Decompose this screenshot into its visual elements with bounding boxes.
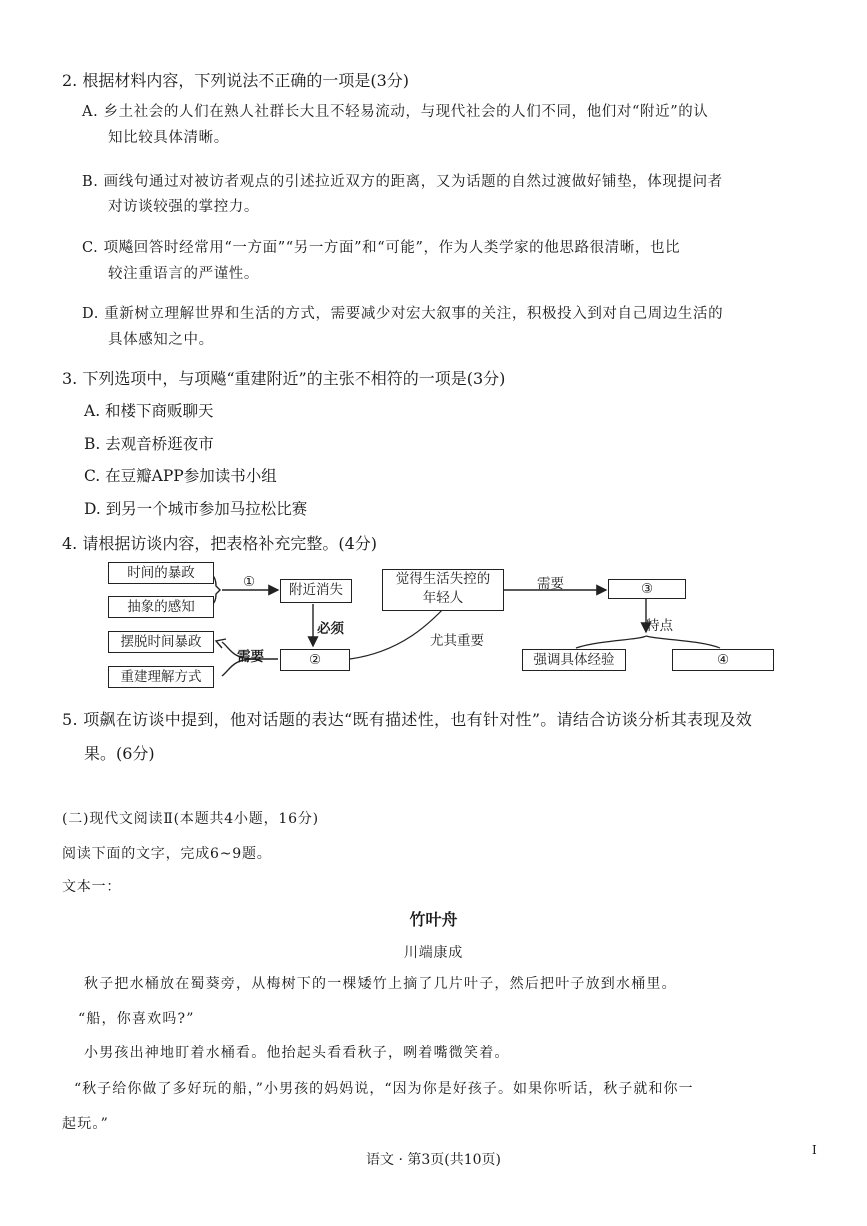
q2-option-d-line1: D. 重新树立理解世界和生活的方式，需要减少对宏大叙事的关注，积极投入到对自己周边生活的 xyxy=(82,306,724,322)
diagram-box-escape-time: 摆脱时间暴政 xyxy=(108,631,214,653)
section2-text-label: 文本一： xyxy=(62,879,122,895)
diagram-box-youth xyxy=(382,569,504,611)
q3-option-a: A. 和楼下商贩聊天 xyxy=(84,402,214,420)
diagram-label-need-right: 需要 xyxy=(537,576,564,592)
diagram-box-blank-2: ② xyxy=(280,649,350,671)
story-paragraph-4-line2: 起玩。” xyxy=(62,1116,109,1132)
story-paragraph-1: 秋子把水桶放在蜀葵旁，从梅树下的一棵矮竹上摘了几片叶子，然后把叶子放到水桶里。 xyxy=(84,976,677,992)
q3-option-d: D. 到另一个城市参加马拉松比赛 xyxy=(84,500,308,518)
diagram-youth-line1: 觉得生活失控的 xyxy=(395,571,491,587)
q4-stem: 4. 请根据访谈内容，把表格补充完整。(4分) xyxy=(62,534,378,553)
diagram-youth-line2: 年轻人 xyxy=(422,590,464,606)
diagram-box-rebuild-way: 重建理解方式 xyxy=(108,666,214,688)
story-paragraph-3: 小男孩出神地盯着水桶看。他抬起头看看秋子，咧着嘴微笑着。 xyxy=(84,1045,510,1061)
diagram-label-especially: 尤其重要 xyxy=(430,633,484,649)
diagram-label-need-left: 需要 xyxy=(237,649,264,665)
diagram-box-time-tyranny: 时间的暴政 xyxy=(108,562,214,584)
section2-instruction: 阅读下面的文字，完成6~9题。 xyxy=(62,846,272,862)
diagram-blank-1: ① xyxy=(243,574,256,590)
story-author: 川端康成 xyxy=(403,945,464,961)
q2-option-d-line2: 具体感知之中。 xyxy=(108,332,214,348)
q3-option-b: B. 去观音桥逛夜市 xyxy=(84,435,214,453)
diagram-box-nearby-disappear: 附近消失 xyxy=(280,579,352,603)
diagram-label-feature: 特点 xyxy=(646,618,673,634)
q2-option-c-line2: 较注重语言的严谨性。 xyxy=(108,266,259,282)
q2-option-a-line2: 知比较具体清晰。 xyxy=(108,130,229,146)
q5-line1: 5. 项飙在访谈中提到，他对话题的表达“既有描述性，也有针对性”。请结合访谈分析其表现及效 xyxy=(62,710,753,729)
diagram-box-concrete: 强调具体经验 xyxy=(522,649,626,671)
margin-mark: I xyxy=(812,1143,817,1157)
q2-option-c-line1: C. 项飚回答时经常用“一方面”“另一方面”和“可能”，作为人类学家的他思路很清晰，也比 xyxy=(82,240,681,256)
section2-heading: (二)现代文阅读Ⅱ(本题共4小题，16分) xyxy=(62,811,319,827)
q2-stem: 2. 根据材料内容，下列说法不正确的一项是(3分) xyxy=(62,71,410,90)
q3-option-c: C. 在豆瓣APP参加读书小组 xyxy=(84,467,277,485)
story-paragraph-2: “船，你喜欢吗?” xyxy=(78,1011,195,1027)
diagram-box-blank-4: ④ xyxy=(672,649,774,671)
q3-stem: 3. 下列选项中，与项飚“重建附近”的主张不相符的一项是(3分) xyxy=(62,369,506,388)
page-footer: 语文 · 第3页(共10页) xyxy=(366,1152,501,1168)
q2-option-b-line2: 对访谈较强的掌控力。 xyxy=(108,199,259,215)
diagram-box-blank-3: ③ xyxy=(608,579,686,599)
story-paragraph-4-line1: “秋子给你做了多好玩的船，”小男孩的妈妈说，“因为你是好孩子。如果你听话，秋子就和你一 xyxy=(74,1081,694,1097)
diagram-label-must: 必须 xyxy=(317,621,344,637)
story-title: 竹叶舟 xyxy=(409,910,458,929)
q2-option-a-line1: A. 乡土社会的人们在熟人社群长大且不轻易流动，与现代社会的人们不同，他们对“附近”的认 xyxy=(82,104,709,120)
diagram-box-abstract-feeling: 抽象的感知 xyxy=(108,596,214,618)
q2-option-b-line1: B. 画线句通过对被访者观点的引述拉近双方的距离，又为话题的自然过渡做好铺垫，体现提问者 xyxy=(82,174,723,190)
q5-line2: 果。(6分) xyxy=(84,744,155,763)
